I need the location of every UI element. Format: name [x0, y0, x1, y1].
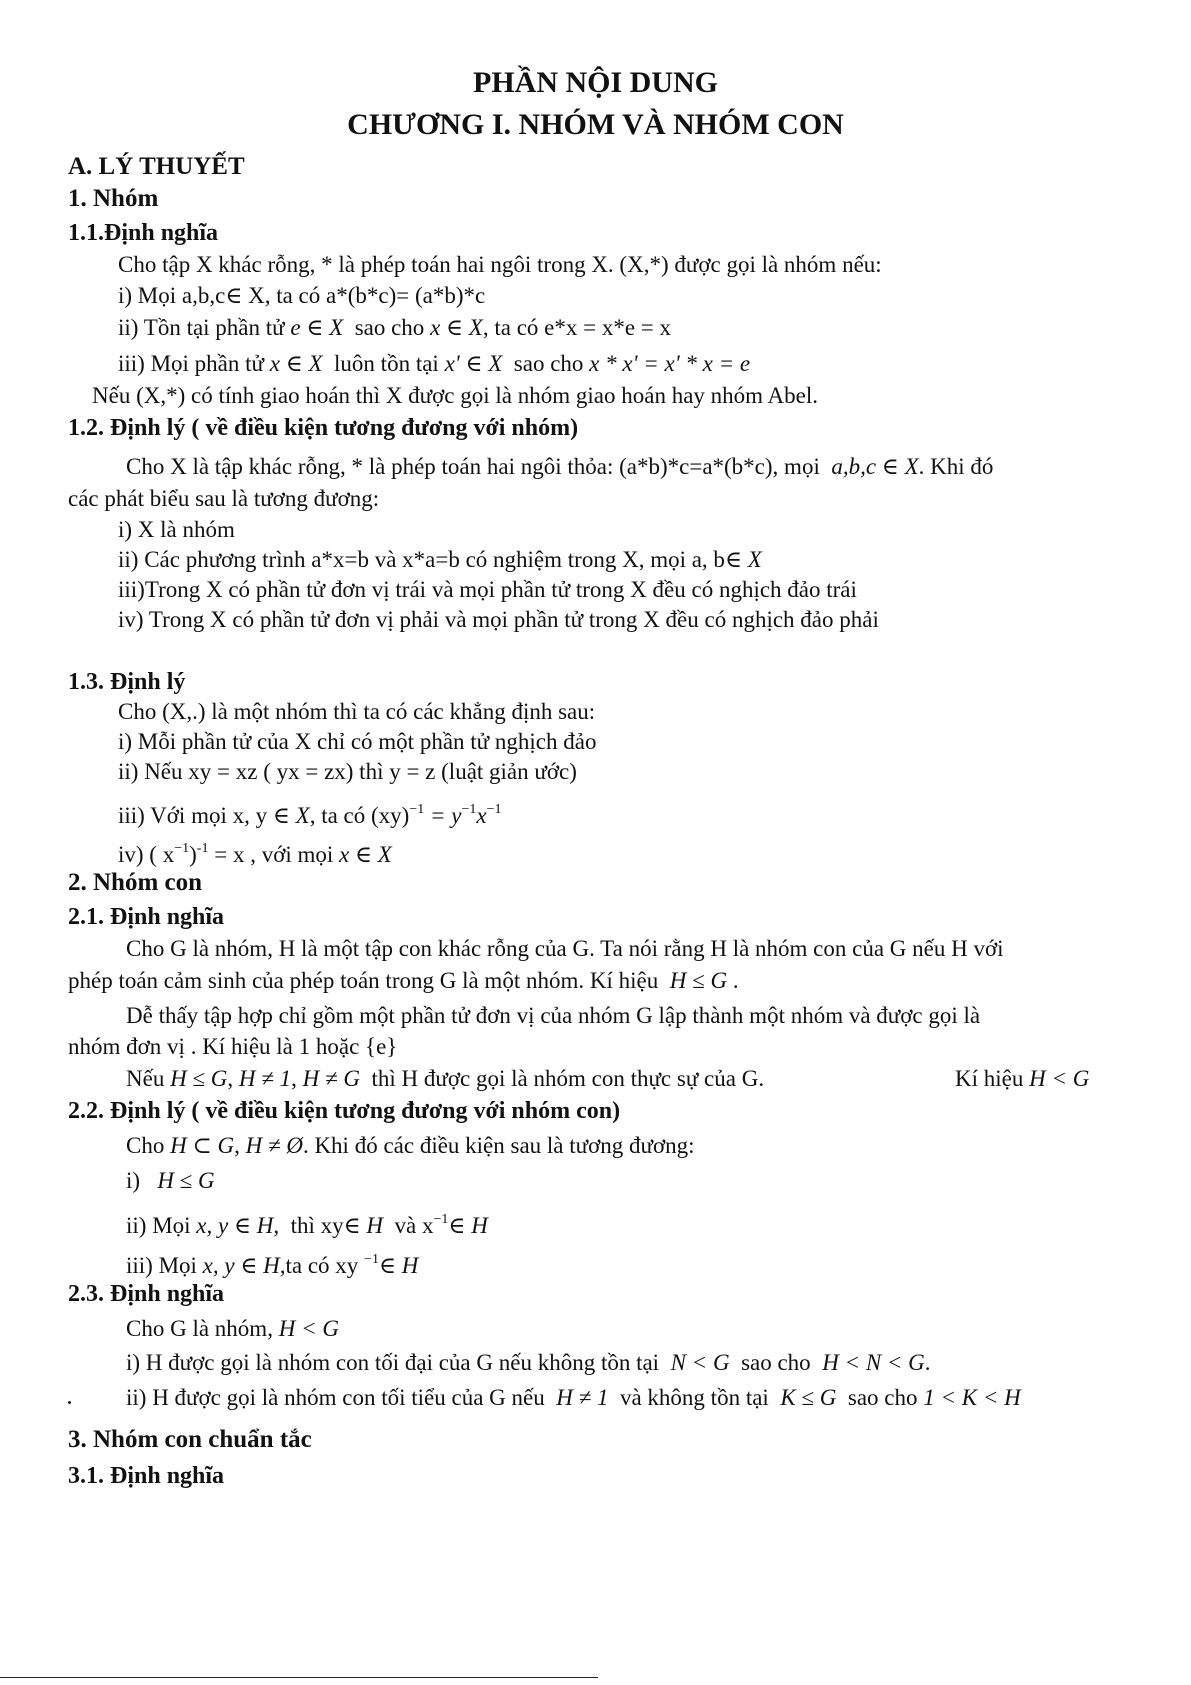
heading-1-2: 1.2. Định lý ( về điều kiện tương đương với nhóm): [68, 415, 579, 441]
theorem-1-2-ii: ii) Các phương trình a*x=b và x*a=b có nghiệm trong X, mọi a, b∈ X: [118, 547, 762, 572]
theorem-1-2-i: i) X là nhóm: [118, 517, 235, 542]
heading-3-1: 3.1. Định nghĩa: [68, 1463, 225, 1489]
abel-note: Nếu (X,*) có tính giao hoán thì X được gọi là nhóm giao hoán hay nhóm Abel.: [92, 383, 818, 408]
definition-2-1-notation: Kí hiệu H < G: [955, 1066, 1090, 1091]
theorem-1-2-intro: Cho X là tập khác rỗng, * là phép toán hai ngôi thỏa: (a*b)*c=a*(b*c), mọi a,b,c ∈ X. Khi đó: [126, 454, 994, 479]
theorem-2-2-i: i) H ≤ G: [126, 1168, 215, 1193]
heading-2-1: 2.1. Định nghĩa: [68, 904, 225, 930]
definition-2-3-i: i) H được gọi là nhóm con tối đại của G nếu không tồn tại N < G sao cho H < N < G.: [126, 1350, 931, 1375]
theorem-1-2-intro-cont: các phát biểu sau là tương đương:: [68, 486, 380, 511]
axiom-iii: iii) Mọi phần tử x ∈ X luôn tồn tại x' ∈ X sao cho x * x' = x' * x = e: [118, 351, 751, 376]
heading-1-3: 1.3. Định lý: [68, 669, 186, 695]
definition-2-1-line5: Nếu H ≤ G, H ≠ 1, H ≠ G thì H được gọi là nhóm con thực sự của G.: [126, 1066, 765, 1091]
section-3-heading: 3. Nhóm con chuẩn tắc: [68, 1426, 312, 1453]
definition-2-1-line1: Cho G là nhóm, H là một tập con khác rỗng của G. Ta nói rằng H là nhóm con của G nếu H với: [126, 936, 1004, 961]
theorem-2-2-ii: ii) Mọi x, y ∈ H, thì xy∈ H và $x^{-1}\in$ H: [126, 1212, 488, 1238]
section-2-heading: 2. Nhóm con: [68, 869, 203, 896]
axiom-i: i) Mọi a,b,c∈ X, ta có a*(b*c)= (a*b)*c: [118, 283, 486, 308]
theorem-2-2-iii: iii) Mọi x, y ∈ H,ta có xy $^{-1}$∈ H: [126, 1252, 419, 1278]
definition-2-3-intro: Cho G là nhóm, H < G: [126, 1316, 339, 1341]
theorem-1-2-iv: iv) Trong X có phần tử đơn vị phải và mọi phần tử trong X đều có nghịch đảo phải: [118, 607, 879, 632]
theorem-1-3-ii: ii) Nếu xy = xz ( yx = zx) thì y = z (luật giản ước): [118, 759, 577, 784]
definition-2-1-line2: phép toán cảm sinh của phép toán trong G là một nhóm. Kí hiệu H ≤ G .: [68, 968, 739, 993]
theorem-1-3-i: i) Mỗi phần tử của X chỉ có một phần tử nghịch đảo: [118, 729, 597, 754]
chapter-title: CHƯƠNG I. NHÓM VÀ NHÓM CON: [347, 108, 844, 141]
definition-intro: Cho tập X khác rỗng, * là phép toán hai ngôi trong X. (X,*) được gọi là nhóm nếu:: [118, 252, 882, 277]
section-a-heading: A. LÝ THUYẾT: [68, 153, 245, 180]
stray-dot: [68, 1401, 71, 1404]
section-1-heading: 1. Nhóm: [68, 185, 159, 212]
footnote-rule: [0, 1677, 598, 1678]
theorem-1-2-iii: iii)Trong X có phần tử đơn vị trái và mọi phần tử trong X đều có nghịch đảo trái: [118, 577, 857, 602]
theorem-1-3-iv: iv) ( $x^{-1})^{-1} = x$ , với mọi x ∈ X: [118, 841, 392, 867]
axiom-ii: ii) Tồn tại phần tử e ∈ X sao cho x ∈ X, ta có e*x = x*e = x: [118, 315, 672, 340]
theorem-2-2-intro: Cho H ⊂ G, H ≠ Ø. Khi đó các điều kiện sau là tương đương:: [126, 1133, 695, 1158]
theorem-1-3-intro: Cho (X,.) là một nhóm thì ta có các khẳng định sau:: [118, 699, 596, 724]
definition-2-1-line4: nhóm đơn vị . Kí hiệu là 1 hoặc {e}: [68, 1034, 398, 1059]
heading-2-3: 2.3. Định nghĩa: [68, 1281, 225, 1307]
heading-2-2: 2.2. Định lý ( về điều kiện tương đương với nhóm con): [68, 1098, 621, 1124]
theorem-1-3-iii: iii) Với mọi x, y ∈ X, ta có $(xy)^{-1} = y^{-1}x^{-1}$: [118, 802, 502, 828]
heading-1-1: 1.1.Định nghĩa: [68, 220, 219, 246]
definition-2-3-ii: ii) H được gọi là nhóm con tối tiểu của G nếu H ≠ 1 và không tồn tại K ≤ G sao cho 1 < K < H: [126, 1385, 1021, 1410]
page-title: PHẦN NỘI DUNG: [473, 66, 718, 99]
definition-2-1-line3: Dễ thấy tập hợp chỉ gồm một phần tử đơn vị của nhóm G lập thành một nhóm và được gọi là: [126, 1003, 981, 1028]
